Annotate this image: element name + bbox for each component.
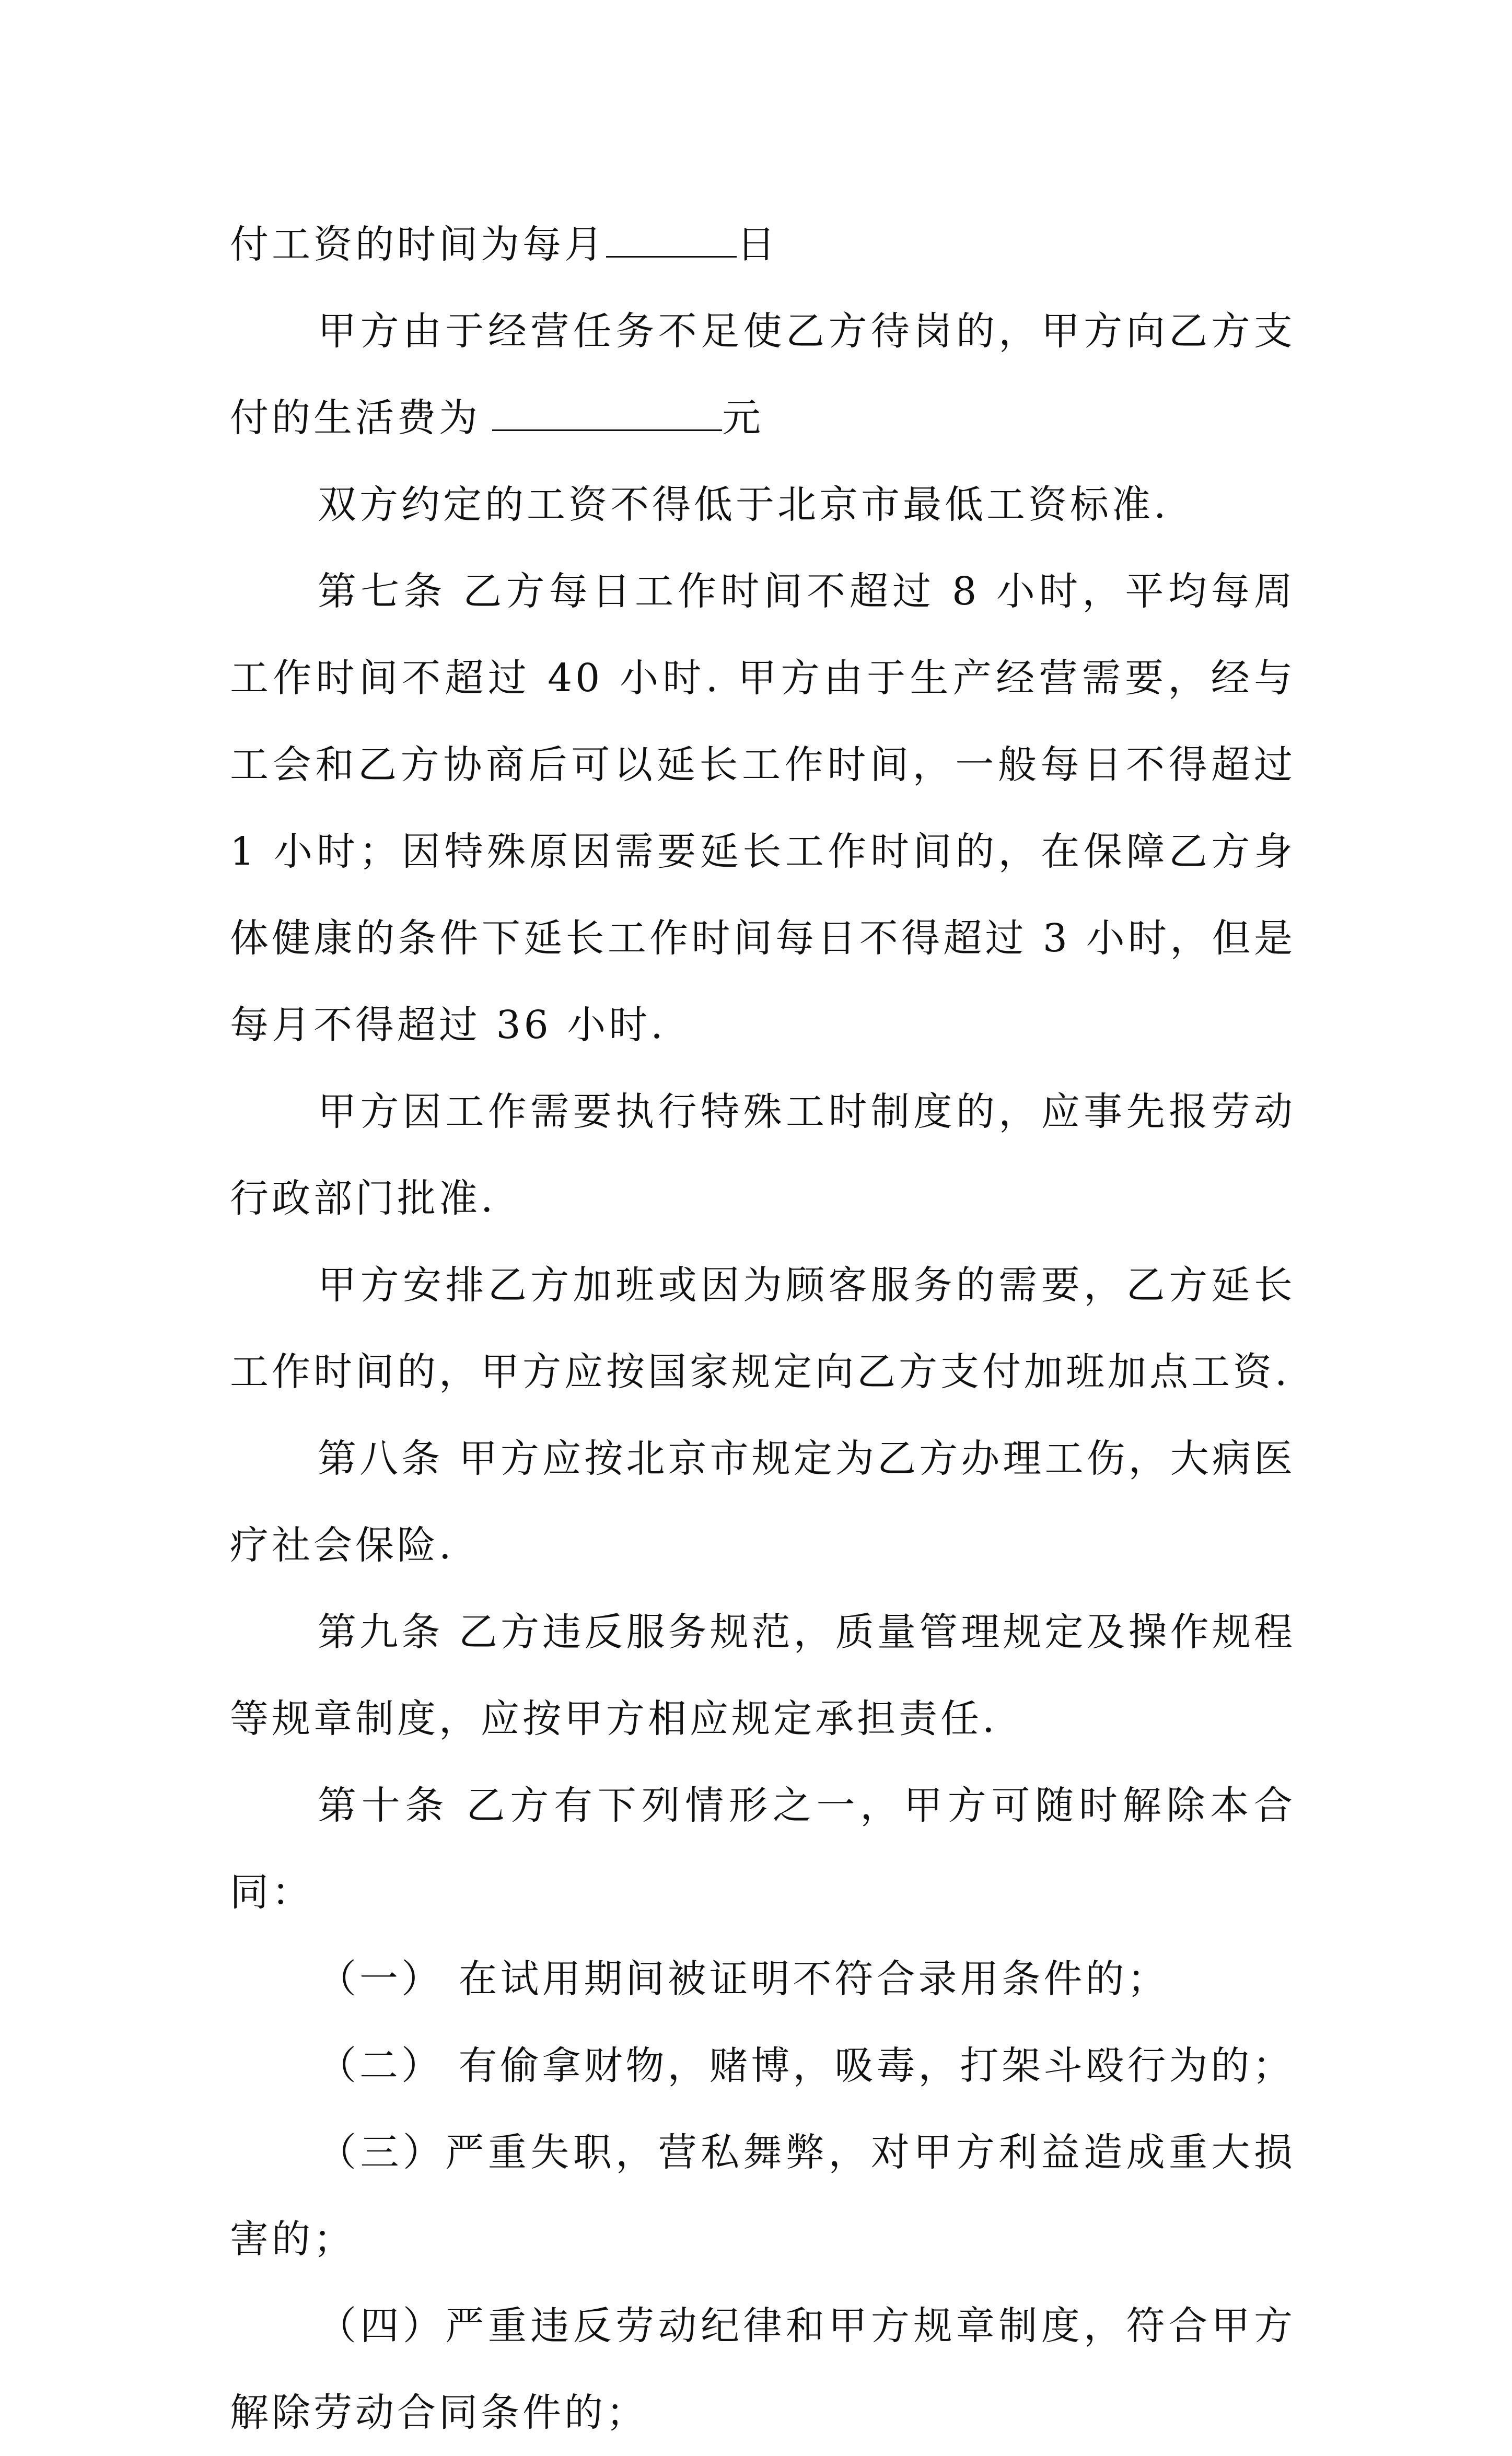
wage-day-blank — [606, 225, 737, 258]
list-item-4: （四）严重违反劳动纪律和甲方规章制度，符合甲方解除劳动合同条件的； — [230, 2303, 1296, 2435]
standby-allowance-suffix: 元 — [722, 395, 764, 440]
paragraph-wage-date — [230, 201, 1296, 288]
paragraph-article-10: 第十条 乙方有下列情形之一，甲方可随时解除本合同： — [230, 1783, 1296, 1915]
standby-allowance-blank — [492, 398, 722, 431]
paragraph-minimum-wage: 双方约定的工资不得低于北京市最低工资标准. — [318, 482, 1169, 527]
wage-date-text: 付工资的时间为每月 — [230, 222, 606, 267]
wage-date-suffix: 日 — [737, 222, 778, 267]
list-item-3: （三）严重失职，营私舞弊，对甲方利益造成重大损害的； — [230, 2130, 1296, 2262]
standby-allowance-text: 甲方由于经营任务不足使乙方待岗的，甲方向乙方支付的生活费为 — [230, 309, 1296, 440]
paragraph-article-7: 第七条 乙方每日工作时间不超过 8 小时，平均每周工作时间不超过 40 小时. 甲方由于生产经营需要，经与工会和乙方协商后可以延长工作时间，一般每日不得超过 1 小时；因特殊原因需要延长工作时间的，在保障乙方身体健康的条件下延长工作时间每日不得超过 3 小时，但是每月不得超过 36 小时. — [230, 569, 1296, 1047]
paragraph-article-8: 第八条 甲方应按北京市规定为乙方办理工伤，大病医疗社会保险. — [230, 1436, 1296, 1568]
list-item-2: （二） 有偷拿财物，赌博，吸毒，打架斗殴行为的； — [318, 2043, 1295, 2088]
list-item-1: （一） 在试用期间被证明不符合录用条件的； — [318, 1957, 1169, 2001]
paragraph-standby-allowance — [230, 288, 1296, 461]
paragraph-overtime-pay: 甲方安排乙方加班或因为顾客服务的需要，乙方延长工作时间的，甲方应按国家规定向乙方支付加班加点工资. — [230, 1263, 1296, 1394]
paragraph-article-9: 第九条 乙方违反服务规范，质量管理规定及操作规程等规章制度，应按甲方相应规定承担责任. — [230, 1610, 1296, 1741]
document-body — [230, 201, 1296, 2456]
paragraph-special-hours: 甲方因工作需要执行特殊工时制度的，应事先报劳动行政部门批准. — [230, 1089, 1296, 1221]
